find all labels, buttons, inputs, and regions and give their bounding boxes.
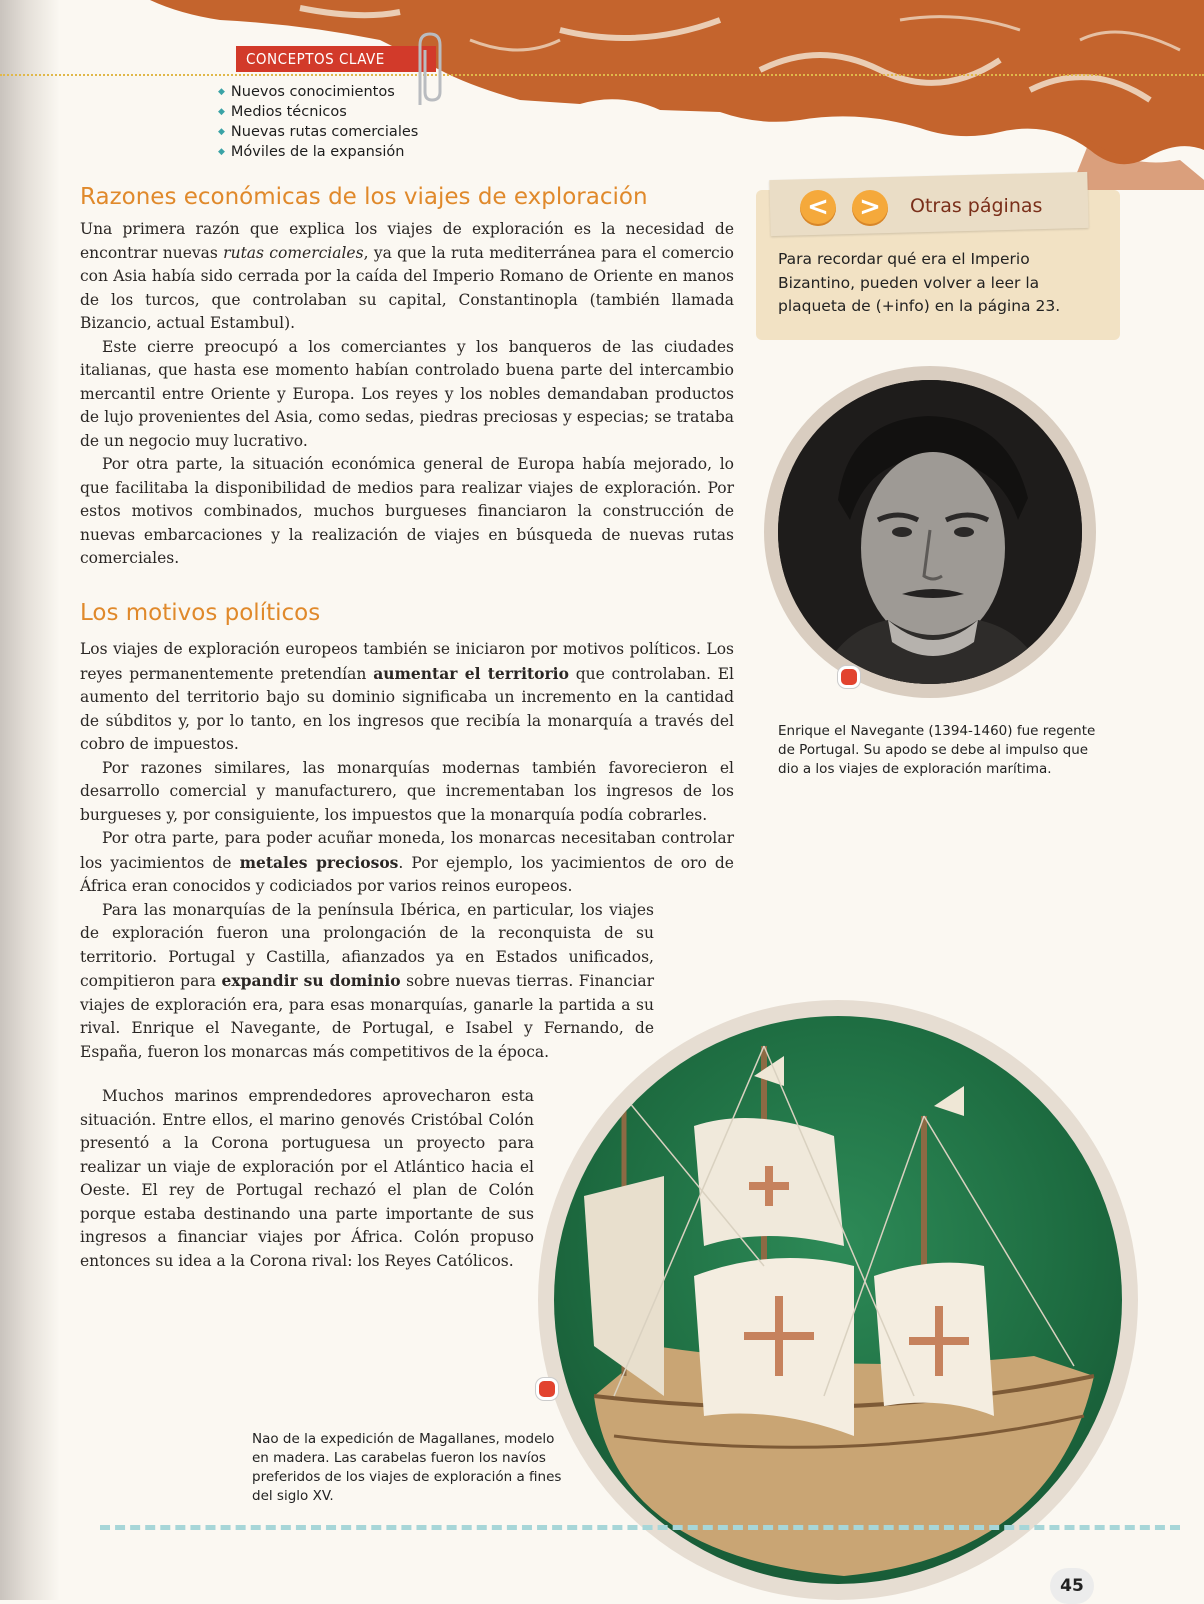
concept-item: ◆ Nuevas rutas comerciales [218, 124, 419, 140]
other-pages-title: Otras páginas [910, 195, 1043, 217]
key-concepts-list [218, 82, 418, 162]
section-title-economic: Razones económicas de los viajes de exploración [80, 184, 648, 210]
bullet-icon: ◆ [218, 127, 225, 137]
paragraph: Por razones similares, las monarquías modernas también favorecieron el desarrollo comercial y manufacturero, que incrementaban los ingresos de los burgueses y, por consiguiente, los impuestos que la monarquía podía cobrarles. [80, 758, 734, 824]
concept-item: ◆ Medios técnicos [218, 104, 347, 120]
concept-item: ◆ Móviles de la expansión [218, 144, 405, 160]
page-gutter-shadow [0, 0, 60, 1600]
portrait-illustration [778, 380, 1082, 684]
section-political-continued [80, 1085, 534, 1273]
next-arrow-icon: > [852, 190, 888, 226]
page-number: 45 [1050, 1568, 1094, 1604]
paragraph: Por otra parte, para poder acuñar moneda, los monarcas necesitaban controlar los yacimientos de metales preciosos. Por ejemplo, los yacimientos de oro de África eran conocidos y codiciados por varios reinos europeos. [80, 829, 734, 895]
paragraph: Este cierre preocupó a los comerciantes y los banqueros de las ciudades italianas, que hasta ese momento habían controlado buena parte del intercambio mercantil entre Oriente y Europa. Los reyes y los nobles demandaban productos de lujo provenientes del Asia, como sedas, piedras preciosas y especias; se trataba de un negocio muy lucrativo. [80, 337, 734, 450]
other-pages-text: Para recordar qué era el Imperio Bizantino, pueden volver a leer la plaqueta de (+info) en la página 23. [778, 250, 1061, 315]
section-title-political: Los motivos políticos [80, 600, 321, 626]
section-economic [80, 184, 734, 571]
caption-marker-icon [536, 1378, 558, 1400]
section-political [80, 600, 734, 1064]
concept-item: ◆ Nuevos conocimientos [218, 84, 395, 100]
ship-illustration [554, 1016, 1122, 1584]
bullet-icon: ◆ [218, 147, 225, 157]
paragraph: Una primera razón que explica los viajes de exploración es la necesidad de encontrar nuevas rutas comerciales, ya que la ruta mediterránea para el comercio con Asia había sido cerrada por la caída del Imperio Romano de Oriente en manos de los turcos, que controlaban su capital, Constantinopla (también llamada Bizancio, actual Estambul). [80, 220, 735, 332]
portrait-image [778, 380, 1082, 684]
prev-arrow-icon: < [800, 190, 836, 226]
paragraph: Por otra parte, la situación económica general de Europa había mejorado, lo que facilitaba la disponibilidad de medios para realizar viajes de exploración. Por estos motivos combinados, muchos burgueses financiaron la construcción de nuevas embarcaciones y la realización de viajes en búsqueda de nuevas rutas comerciales. [80, 455, 734, 567]
bullet-icon: ◆ [218, 107, 225, 117]
key-concepts-title: CONCEPTOS CLAVE [236, 46, 436, 72]
paragraph: Muchos marinos emprendedores aprovecharon esta situación. Entre ellos, el marino genovés Cristóbal Colón presentó a la Corona portuguesa un proyecto para realizar un viaje de exploración por el Atlántico hacia el Oeste. El rey de Portugal rechazó el plan de Colón porque estaba destinando una parte importante de sus ingresos a financiar viajes por África. Colón propuso entonces su idea a la Corona rival: los Reyes Católicos. [80, 1087, 534, 1270]
caption-marker-icon [838, 666, 860, 688]
paragraph: Para las monarquías de la península Ibérica, en particular, los viajes de exploración fueron una prolongación de la reconquista de su territorio. Portugal y Castilla, afianzados ya en Estados unificados, compitieron para expandir su dominio sobre nuevas tierras. Financiar viajes de exploración era, para esas monarquías, ganarle la partida a su rival. Enrique el Navegante, de Portugal, e Isabel y Fernando, de España, fueron los monarcas más competitivos de la época. [80, 900, 654, 1061]
banner-dotted-line [0, 74, 1204, 76]
paragraph: Los viajes de exploración europeos también se iniciaron por motivos políticos. Los reyes permanentemente pretendían aumentar el territorio que controlaban. El aumento del territorio bajo su dominio significaba un incremento en la cantidad de súbditos y, por lo tanto, en los ingresos que recibía la monarquía a través del cobro de impuestos. [80, 640, 734, 753]
portrait-caption: Enrique el Navegante (1394-1460) fue regente de Portugal. Su apodo se debe al impulso que dio a los viajes de exploración marítima. [778, 723, 1096, 777]
decorative-banner [0, 0, 1204, 190]
ship-caption: Nao de la expedición de Magallanes, modelo en madera. Las carabelas fueron los navíos preferidos de los viajes de exploración a fines del siglo XV. [252, 1431, 562, 1504]
ship-image [554, 1016, 1122, 1584]
footer-dashed-line [100, 1525, 1180, 1530]
bullet-icon: ◆ [218, 87, 225, 97]
